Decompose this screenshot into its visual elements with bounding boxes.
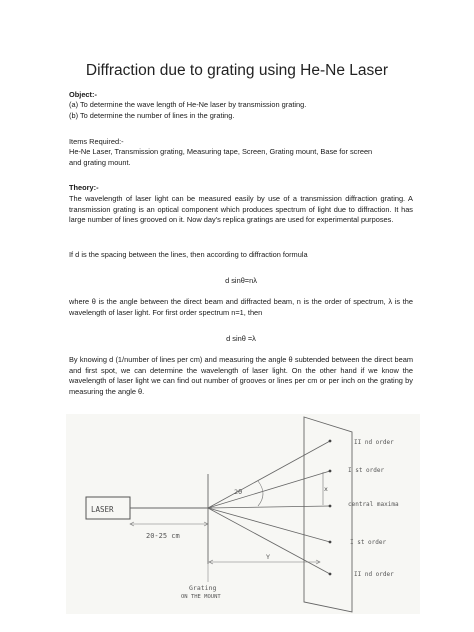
spot-second-order-top xyxy=(329,440,332,443)
theory-paragraph-4: By knowing d (1/number of lines per cm) and measuring the angle θ subtended between the direct beam and first spot, we can determine the wavelength of laser light. On the other hand if we know the wavelength of laser light we can find out number of grooves or lines per cm or per inch on the grating by measuring the angle θ. xyxy=(69,355,413,396)
laser-label: LASER xyxy=(91,505,114,514)
x-label: x xyxy=(324,485,328,493)
experiment-diagram xyxy=(66,414,420,614)
grating-label: Grating xyxy=(189,584,217,592)
order-label-second-top: II nd order xyxy=(354,439,394,446)
grating-mount-label: ON THE MOUNT xyxy=(181,594,221,600)
spot-first-order-top xyxy=(329,470,332,473)
theory-heading: Theory:- xyxy=(69,183,99,192)
theory-paragraph-3: where θ is the angle between the direct beam and diffracted beam, n is the order of spectrum, λ is the wavelength of laser light. For first order spectrum n=1, then xyxy=(69,297,413,317)
object-item-b: (b) To determine the number of lines in the grating. xyxy=(69,111,235,120)
formula-2: d sinθ =λ xyxy=(226,334,256,343)
formula-1: d sinθ=nλ xyxy=(225,276,257,285)
y-label: Y xyxy=(266,553,270,561)
items-required-line-2: and grating mount. xyxy=(69,158,131,167)
theory-paragraph-2: If d is the spacing between the lines, then according to diffraction formula xyxy=(69,250,308,259)
object-heading: Object:- xyxy=(69,90,97,99)
page-title: Diffraction due to grating using He-Ne Laser xyxy=(85,62,389,79)
spot-central xyxy=(329,505,332,508)
order-label-central: central maxima xyxy=(348,501,399,508)
order-label-second-bottom: II nd order xyxy=(354,571,394,578)
object-item-a: (a) To determine the wave length of He-Ne laser by transmission grating. xyxy=(69,100,307,109)
angle-label: 2θ xyxy=(234,488,243,496)
spot-second-order-bottom xyxy=(329,573,332,576)
items-required-heading: Items Required:- xyxy=(69,137,124,146)
items-required-line-1: He-Ne Laser, Transmission grating, Measuring tape, Screen, Grating mount, Base for screen xyxy=(69,147,373,156)
spot-first-order-bottom xyxy=(329,541,332,544)
distance-label: 20-25 cm xyxy=(146,532,180,540)
order-label-first-bottom: I st order xyxy=(350,539,387,546)
order-label-first-top: I st order xyxy=(348,467,385,474)
theory-paragraph-1: The wavelength of laser light can be measured easily by use of a transmission diffraction grating. A transmission grating is an optical component which produces spectrum of light due to diffraction. It has large number of lines grooved on it. Now day’s replica gratings are used for experimental purposes. xyxy=(69,194,413,225)
